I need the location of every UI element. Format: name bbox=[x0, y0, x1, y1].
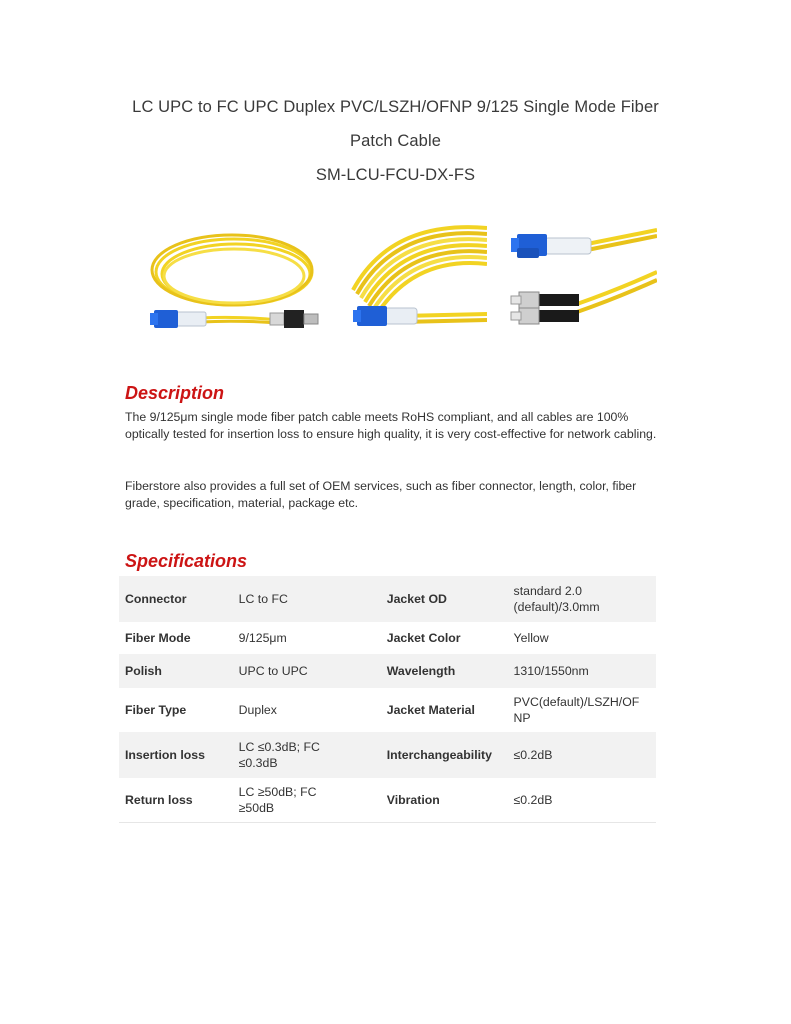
table-row bbox=[119, 778, 656, 822]
spec-label: Interchangeability bbox=[386, 748, 492, 762]
spec-value: LC ≥50dB; FC ≥50dB bbox=[233, 778, 381, 822]
spec-value: LC to FC bbox=[238, 592, 288, 606]
specifications-heading: Specifications bbox=[125, 551, 248, 571]
lc-connector-closeup-photo bbox=[351, 220, 487, 336]
spec-label: Jacket Material bbox=[386, 703, 475, 717]
spec-value: PVC(default)/LSZH/OF NP bbox=[513, 695, 640, 725]
spec-label: Vibration bbox=[381, 778, 508, 822]
spec-value: standard 2.0 (default)/3.0mm bbox=[513, 584, 600, 614]
table-row bbox=[119, 576, 656, 622]
spec-label: Connector bbox=[125, 592, 187, 606]
spec-label: Return loss bbox=[119, 778, 233, 822]
spec-label: Fiber Mode bbox=[125, 631, 191, 645]
part-number: SM-LCU-FCU-DX-FS bbox=[315, 166, 476, 184]
spec-label: Fiber Type bbox=[125, 703, 187, 717]
table-row bbox=[119, 622, 656, 654]
table-row bbox=[119, 732, 656, 778]
spec-label: Jacket OD bbox=[386, 592, 447, 606]
spec-value: ≤0.2dB bbox=[508, 778, 656, 822]
table-row bbox=[119, 654, 656, 688]
spec-label: Polish bbox=[125, 664, 162, 678]
product-title-line-1: LC UPC to FC UPC Duplex PVC/LSZH/OFNP 9/125 Single Mode Fiber bbox=[132, 98, 659, 116]
spec-value: UPC to UPC bbox=[238, 664, 308, 678]
connectors-detail-photo bbox=[497, 220, 657, 336]
spec-label: Insertion loss bbox=[125, 748, 205, 762]
spec-value: Duplex bbox=[238, 703, 277, 717]
table-row bbox=[119, 688, 656, 732]
spec-value: ≤0.2dB bbox=[513, 748, 553, 762]
description-paragraph: The 9/125μm single mode fiber patch cable meets RoHS compliant, and all cables are 100% optically tested for insertion loss to ensure high quality, it is very cost-effective for network cabling. bbox=[125, 410, 657, 441]
spec-value: 9/125μm bbox=[238, 631, 287, 645]
spec-value: LC ≤0.3dB; FC ≤0.3dB bbox=[238, 740, 320, 770]
spec-value: Yellow bbox=[513, 631, 549, 645]
coiled-cable-photo bbox=[148, 220, 324, 336]
description-heading: Description bbox=[125, 383, 225, 403]
oem-services-paragraph: Fiberstore also provides a full set of OEM services, such as fiber connector, length, color, fiber grade, specification, material, package etc. bbox=[125, 479, 637, 510]
spec-label: Wavelength bbox=[386, 664, 456, 678]
spec-label: Jacket Color bbox=[386, 631, 461, 645]
spec-value: 1310/1550nm bbox=[513, 664, 589, 678]
product-title-line-2: Patch Cable bbox=[350, 132, 441, 150]
specifications-table bbox=[119, 576, 656, 823]
